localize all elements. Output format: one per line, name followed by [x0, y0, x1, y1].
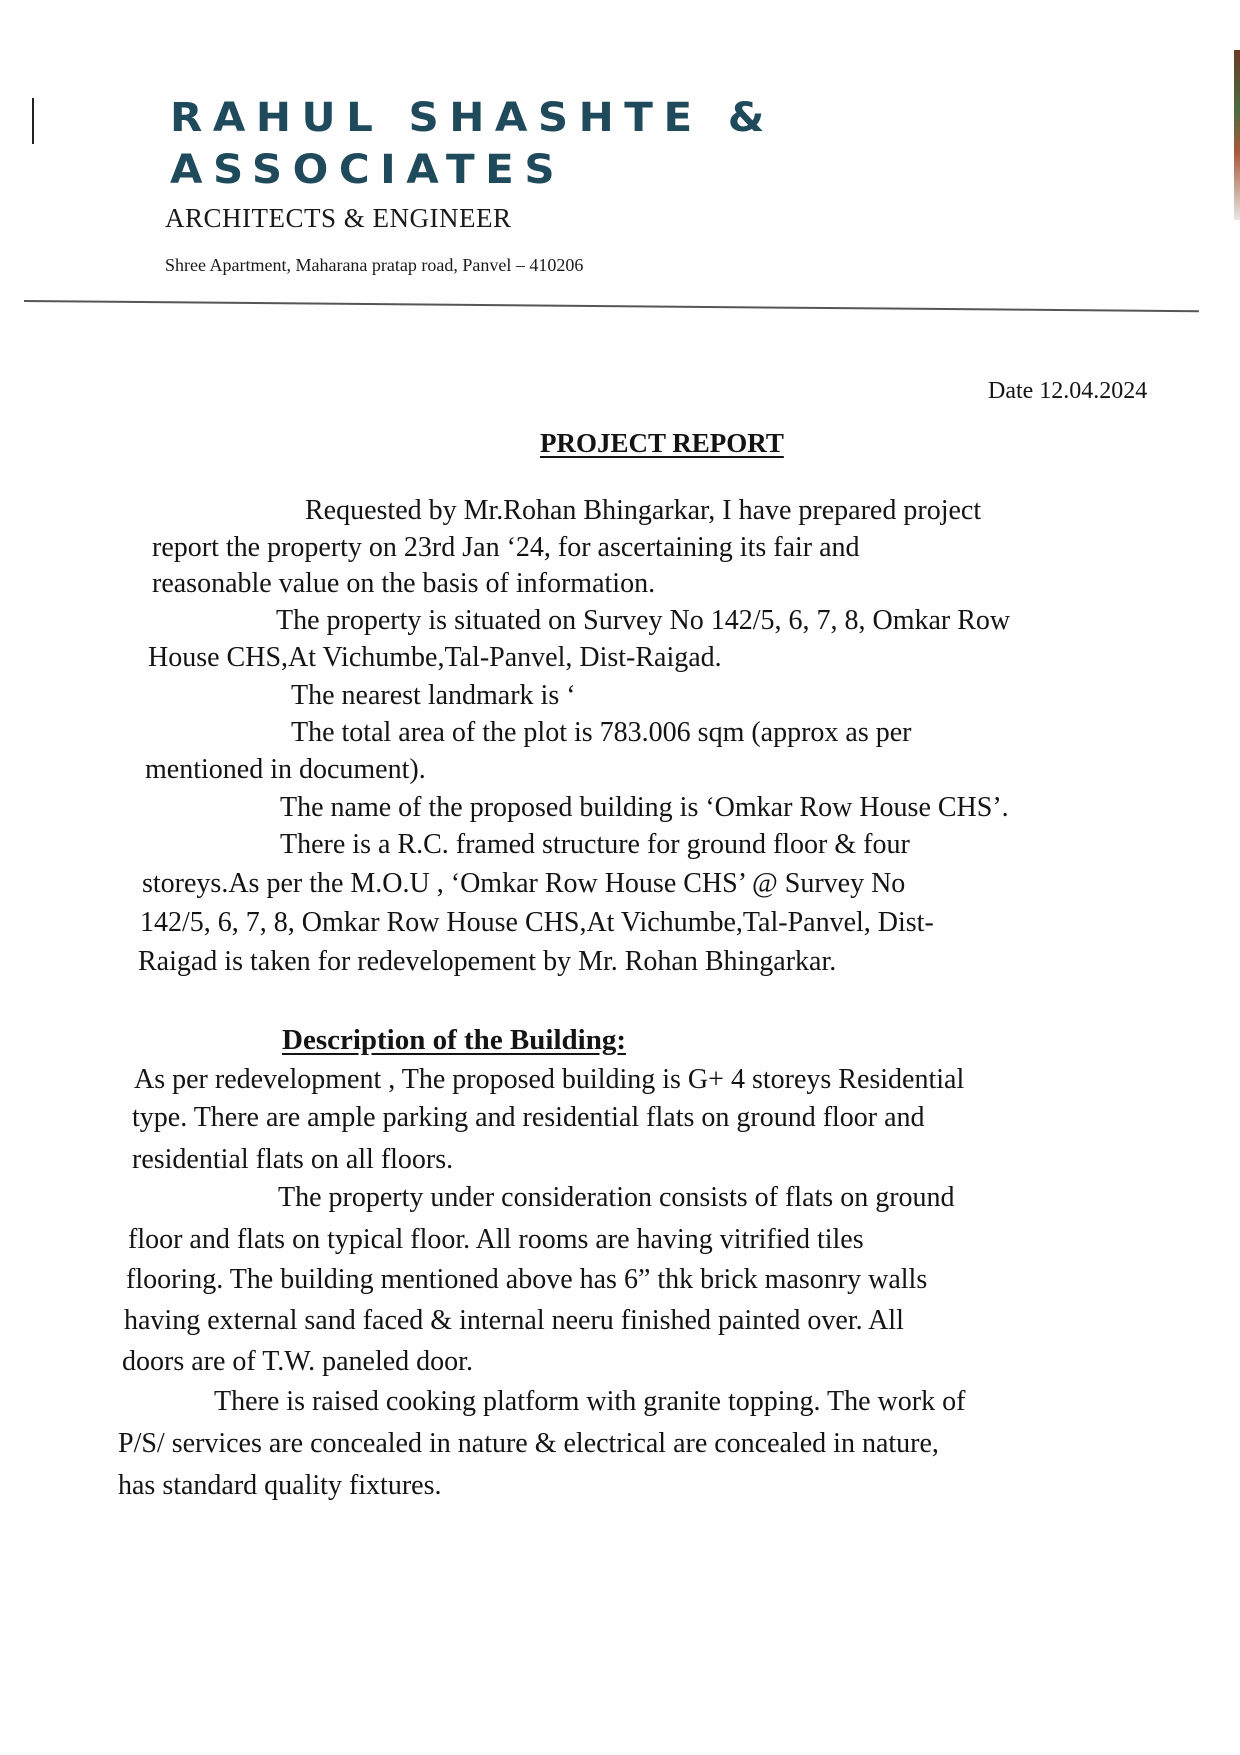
- intro-line: 142/5, 6, 7, 8, Omkar Row House CHS,At Vichumbe,Tal-Panvel, Dist-: [140, 907, 934, 938]
- intro-line: Raigad is taken for redevelopement by Mr. Rohan Bhingarkar.: [138, 946, 837, 977]
- intro-line: The property is situated on Survey No 142/5, 6, 7, 8, Omkar Row: [276, 605, 1011, 636]
- description-line: has standard quality fixtures.: [118, 1470, 442, 1501]
- section-heading: Description of the Building:: [282, 1024, 626, 1056]
- intro-line: There is a R.C. framed structure for ground floor & four: [280, 829, 910, 860]
- description-line: The property under consideration consists of flats on ground: [278, 1182, 955, 1213]
- intro-line: reasonable value on the basis of information.: [152, 568, 656, 599]
- document-date: Date 12.04.2024: [988, 378, 1148, 404]
- firm-name: [170, 92, 775, 196]
- intro-line: The total area of the plot is 783.006 sqm (approx as per: [291, 717, 912, 748]
- firm-address: Shree Apartment, Maharana pratap road, Panvel – 410206: [165, 255, 584, 275]
- description-line: As per redevelopment , The proposed building is G+ 4 storeys Residential: [134, 1064, 965, 1095]
- description-line: flooring. The building mentioned above has 6” thk brick masonry walls: [126, 1264, 928, 1295]
- intro-line: report the property on 23rd Jan ‘24, for ascertaining its fair and: [152, 532, 860, 563]
- page-edge-shadow: [1234, 50, 1240, 220]
- description-line: There is raised cooking platform with granite topping. The work of: [214, 1386, 966, 1417]
- description-line: having external sand faced & internal neeru finished painted over. All: [124, 1305, 904, 1336]
- intro-line: Requested by Mr.Rohan Bhingarkar, I have prepared project: [305, 495, 982, 526]
- intro-line: mentioned in document).: [145, 754, 426, 785]
- intro-line: The name of the proposed building is ‘Omkar Row House CHS’.: [280, 792, 1009, 823]
- firm-name-line-2: ASSOCIATES: [170, 147, 566, 193]
- description-line: P/S/ services are concealed in nature & electrical are concealed in nature,: [118, 1428, 939, 1459]
- margin-mark: [32, 98, 34, 144]
- intro-line: The nearest landmark is ‘: [291, 680, 576, 711]
- firm-subtitle: ARCHITECTS & ENGINEER: [165, 203, 512, 233]
- description-line: type. There are ample parking and residential flats on ground floor and: [132, 1102, 925, 1133]
- description-line: doors are of T.W. paneled door.: [122, 1346, 473, 1377]
- letterhead-divider: [24, 300, 1199, 312]
- description-line: floor and flats on typical floor. All rooms are having vitrified tiles: [128, 1224, 864, 1255]
- intro-line: storeys.As per the M.O.U , ‘Omkar Row House CHS’ @ Survey No: [142, 868, 906, 899]
- document-title: PROJECT REPORT: [540, 428, 784, 458]
- intro-line: House CHS,At Vichumbe,Tal-Panvel, Dist-Raigad.: [148, 642, 722, 673]
- description-line: residential flats on all floors.: [132, 1144, 454, 1175]
- firm-name-line-1: RAHUL SHASHTE &: [170, 95, 775, 141]
